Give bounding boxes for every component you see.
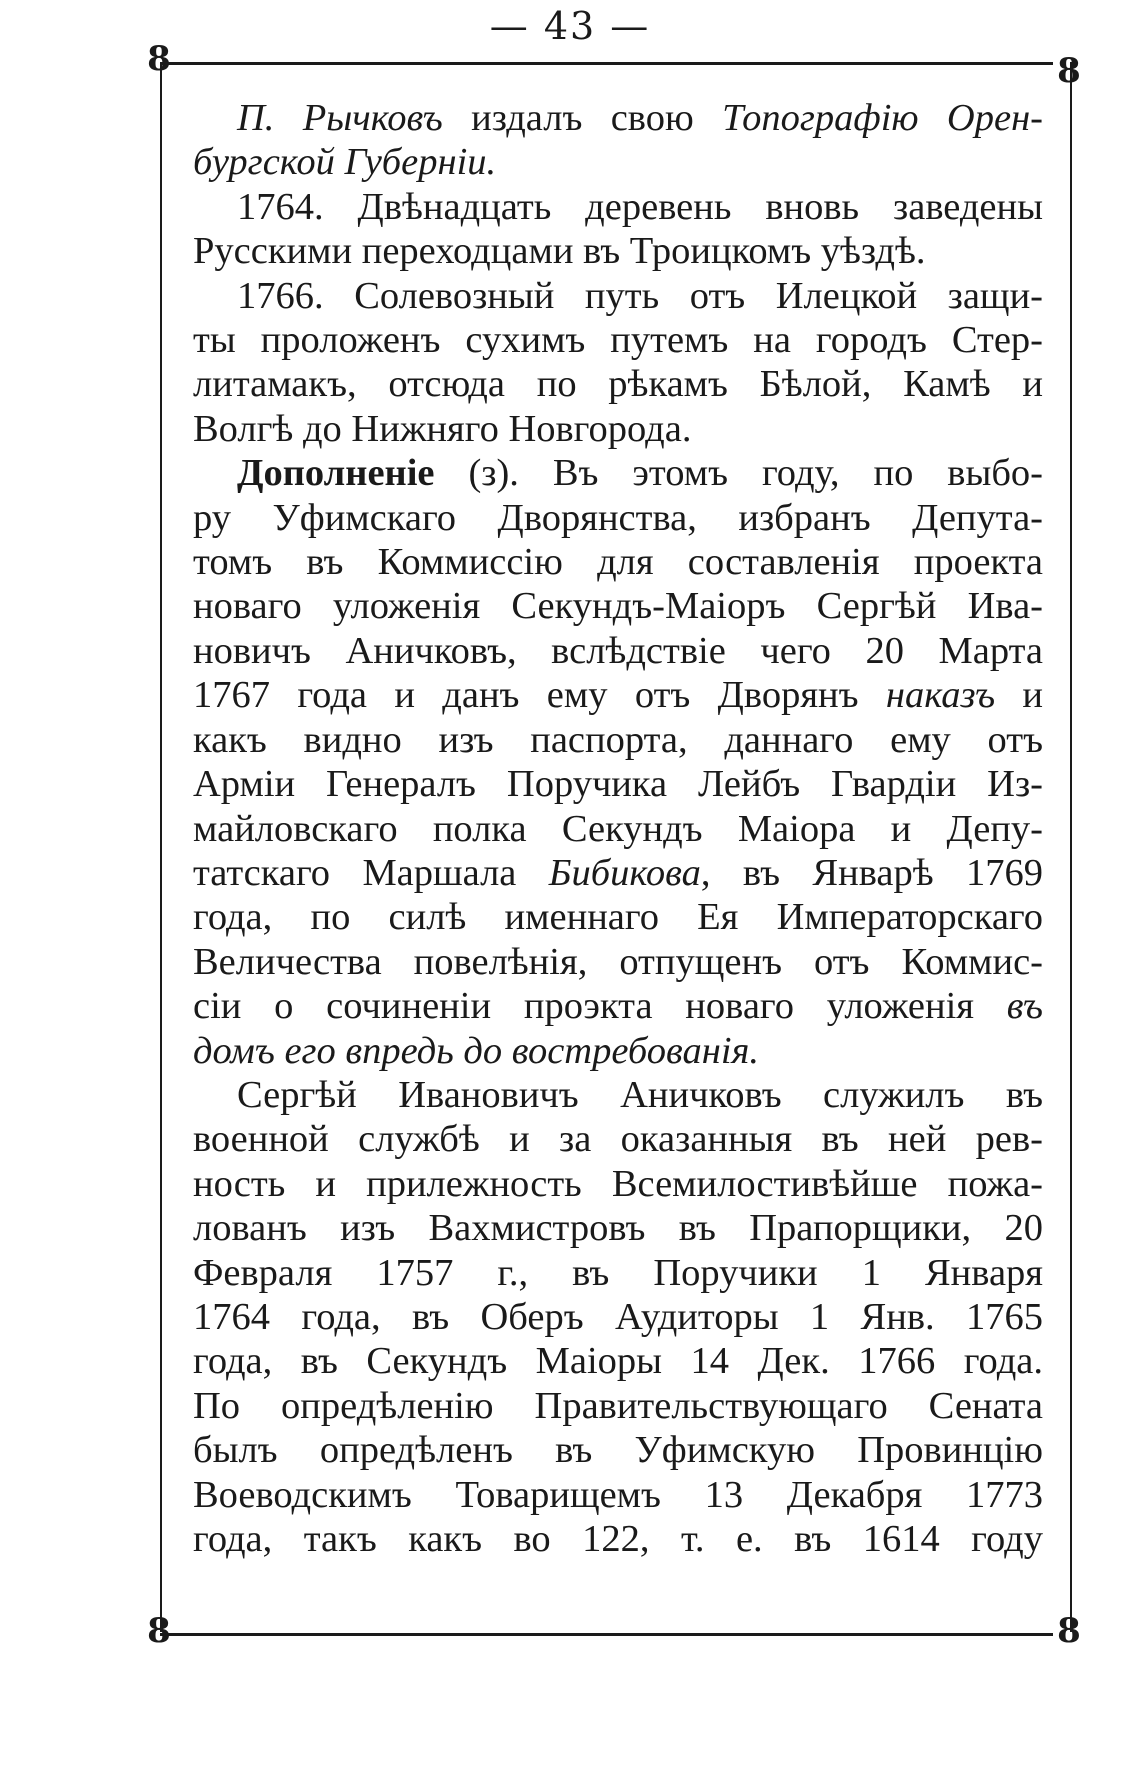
italic-text: въ [1006, 985, 1043, 1028]
text-segment: Величества повелѣнія, отпущенъ отъ Коммис- [193, 940, 1043, 983]
italic-text: бургской Губерніи. [193, 141, 497, 184]
text-segment: какъ видно изъ паспорта, даннаго ему отъ [193, 718, 1043, 761]
paragraph [193, 96, 1043, 185]
text-line [193, 1206, 1043, 1250]
text-segment: татскаго Маршала [193, 851, 549, 894]
text-line [193, 807, 1043, 851]
text-line [193, 140, 1043, 184]
text-segment: Русскими переходцами въ Троицкомъ уѣздѣ. [193, 230, 926, 273]
text-segment: ты проложенъ сухимъ путемъ на городъ Стер- [193, 319, 1043, 362]
text-segment: Волгѣ до Нижняго Новгорода. [193, 407, 692, 450]
italic-text: наказъ [885, 674, 996, 717]
text-line [193, 984, 1043, 1028]
text-segment: издалъ свою [442, 97, 723, 139]
text-line [193, 229, 1043, 273]
page-number: — 43 — [489, 4, 651, 48]
text-segment: Арміи Генералъ Поручика Лейбъ Гвардіи Из- [193, 763, 1043, 806]
text-line [193, 1029, 1043, 1073]
text-line [193, 1339, 1043, 1383]
text-line [193, 584, 1043, 628]
page-frame-right-rule [1070, 62, 1072, 1632]
text-segment: ру Уфимскаго Дворянства, избранъ Депута- [193, 496, 1043, 539]
text-line [193, 1295, 1043, 1339]
paragraph [193, 451, 1043, 1073]
text-line [193, 1251, 1043, 1295]
text-line [193, 1384, 1043, 1428]
corner-ornament-icon: 8 [1057, 51, 1081, 91]
text-segment: былъ опредѣленъ въ Уфимскую Провинцію [193, 1429, 1043, 1472]
text-segment: 1764. Двѣнадцать деревень вновь заведены [237, 185, 1043, 228]
text-segment: Февраля 1757 г., въ Поручики 1 Января [193, 1251, 1043, 1294]
corner-ornament-icon: 8 [1057, 1611, 1081, 1651]
text-line [193, 318, 1043, 362]
italic-text: Топографію Орен- [722, 97, 1043, 139]
paragraph [193, 185, 1043, 274]
text-line [193, 96, 1043, 140]
text-line [193, 940, 1043, 984]
corner-ornament-icon: 8 [147, 39, 171, 79]
text-segment: По опредѣленію Правительствующаго Сената [193, 1384, 1043, 1427]
page-frame-left-rule [160, 62, 162, 1632]
text-segment: и [995, 674, 1044, 717]
text-line [193, 540, 1043, 584]
text-line [193, 1073, 1043, 1117]
text-line [193, 673, 1043, 717]
text-segment: новаго уложенія Секундъ-Маіоръ Сергѣй Ива- [193, 585, 1043, 628]
text-line [193, 1428, 1043, 1472]
italic-text: домъ его впредь до востребованія. [193, 1029, 760, 1072]
text-line [193, 718, 1043, 762]
text-line [193, 1517, 1043, 1561]
text-segment: лованъ изъ Вахмистровъ въ Прапорщики, 20 [193, 1207, 1043, 1250]
text-line [193, 362, 1043, 406]
text-line [193, 407, 1043, 451]
body-text [193, 96, 1043, 1561]
text-line [193, 185, 1043, 229]
text-segment: сіи о сочиненіи проэкта новаго уложенія [193, 985, 1007, 1028]
text-line [193, 1162, 1043, 1206]
text-line [193, 1117, 1043, 1161]
text-line [193, 274, 1043, 318]
italic-text: П. Рычковъ [237, 97, 443, 139]
text-segment: ность и прилежность Всемилостивѣйше пожа- [193, 1162, 1043, 1205]
text-segment: литамакъ, отсюда по рѣкамъ Бѣлой, Камѣ и [193, 363, 1043, 406]
text-segment: новичъ Аничковъ, вслѣдствіе чего 20 Марта [193, 629, 1043, 672]
bold-text: Дополненіе [237, 452, 435, 495]
text-line [193, 762, 1043, 806]
text-segment: 1764 года, въ Оберъ Аудиторы 1 Янв. 1765 [193, 1295, 1043, 1338]
italic-text: Бибикова [548, 851, 701, 894]
text-segment: года, по силѣ именнаго Ея Императорскаго [193, 896, 1043, 939]
text-segment: томъ въ Коммиссію для составленія проекта [193, 541, 1043, 584]
text-segment: года, такъ какъ во 122, т. е. въ 1614 году [193, 1518, 1043, 1560]
corner-ornament-icon: 8 [147, 1611, 171, 1651]
text-segment: 1766. Солевозный путь отъ Илецкой защи- [237, 274, 1043, 317]
text-line [193, 851, 1043, 895]
text-segment: 1767 года и данъ ему отъ Дворянъ [193, 674, 886, 717]
text-line [193, 496, 1043, 540]
text-segment: года, въ Секундъ Маіоры 14 Дек. 1766 года. [193, 1340, 1043, 1383]
text-segment: , въ Январѣ 1769 [700, 851, 1043, 894]
text-segment: (з). Въ этомъ году, по выбо- [434, 452, 1043, 495]
text-line [193, 895, 1043, 939]
text-line [193, 629, 1043, 673]
text-segment: военной службѣ и за оказанныя въ ней рев- [193, 1118, 1043, 1161]
text-line [193, 1473, 1043, 1517]
text-segment: майловскаго полка Секундъ Маіора и Депу- [193, 807, 1043, 850]
text-segment: Сергѣй Ивановичъ Аничковъ служилъ въ [237, 1073, 1043, 1116]
text-line [193, 451, 1043, 495]
paragraph [193, 1073, 1043, 1561]
text-segment: Воеводскимъ Товарищемъ 13 Декабря 1773 [193, 1473, 1043, 1516]
paragraph [193, 274, 1043, 452]
